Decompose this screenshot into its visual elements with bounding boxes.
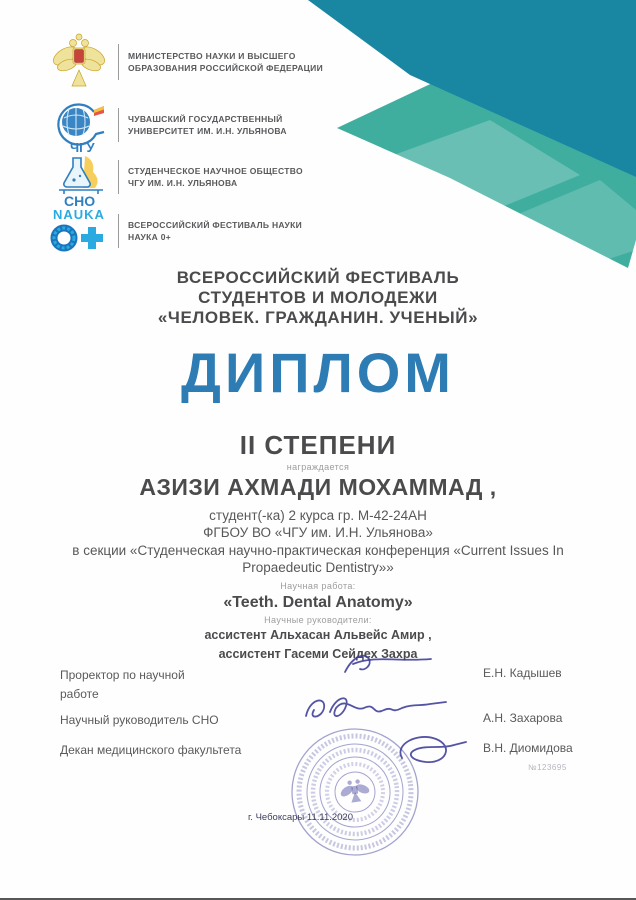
signature-role-1 — [60, 666, 260, 704]
nauka-caption-line1: ВСЕРОССИЙСКИЙ ФЕСТИВАЛЬ НАУКИ — [128, 220, 302, 230]
festival-title-line2: СТУДЕНТОВ И МОЛОДЕЖИ — [198, 288, 438, 307]
chgu-caption-line2: УНИВЕРСИТЕТ ИМ. И.Н. УЛЬЯНОВА — [128, 126, 287, 136]
svg-text:СНО: СНО — [64, 193, 96, 209]
sno-caption-line2: ЧГУ ИМ. И.Н. УЛЬЯНОВА — [128, 178, 238, 188]
supervisor-1: ассистент Альхасан Альвейс Амир , — [204, 628, 432, 642]
ministry-caption-line1: МИНИСТЕРСТВО НАУКИ И ВЫСШЕГО — [128, 51, 296, 61]
student-info — [0, 507, 636, 541]
supervisor-2: ассистент Гасеми Сейдех Захра — [218, 647, 418, 661]
festival-title-line1: ВСЕРОССИЙСКИЙ ФЕСТИВАЛЬ — [176, 268, 460, 287]
chgu-caption — [128, 113, 338, 137]
signature-role-1-line2: работе — [60, 687, 99, 701]
section-info-line1: в секции «Студенческая научно-практическая конференция «Current Issues In — [72, 543, 564, 558]
diploma-title: ДИПЛОМ — [181, 341, 455, 404]
signature-ink-2 — [300, 686, 455, 734]
ministry-caption-line2: ОБРАЗОВАНИЯ РОССИЙСКОЙ ФЕДЕРАЦИИ — [128, 63, 323, 73]
svg-text:ЧГУ: ЧГУ — [70, 140, 95, 155]
divider-line — [118, 160, 119, 194]
divider-line — [118, 44, 119, 80]
degree-label: II СТЕПЕНИ — [239, 430, 397, 460]
sno-caption — [128, 165, 338, 189]
festival-title-line3: «ЧЕЛОВЕК. ГРАЖДАНИН. УЧЕНЫЙ» — [157, 308, 479, 327]
section-info-line2: Propaedeutic Dentistry»» — [242, 560, 394, 575]
signature-ink-1 — [335, 650, 435, 680]
signature-role-1-line1: Проректор по научной — [60, 668, 185, 682]
russia-coat-of-arms-icon — [48, 30, 110, 94]
section-info — [0, 542, 636, 576]
ministry-caption — [128, 50, 338, 74]
svg-text:NAUKA: NAUKA — [53, 207, 105, 222]
student-info-line1: студент(-ка) 2 курса гр. М-42-24АН — [209, 508, 427, 523]
signature-ink-3 — [390, 728, 470, 776]
student-info-line2: ФГБОУ ВО «ЧГУ им. И.Н. Ульянова» — [203, 525, 433, 540]
place-and-date: г. Чебоксары 11.11.2020 — [248, 812, 354, 823]
signature-name-2: А.Н. Захарова — [483, 711, 563, 725]
signature-name-3: В.Н. Диомидова — [483, 741, 573, 755]
work-label: Научная работа: — [280, 581, 356, 591]
divider-line — [118, 108, 119, 142]
awarded-label: награждается — [286, 462, 350, 472]
divider-line — [118, 214, 119, 248]
signature-role-3: Декан медицинского факультета — [60, 743, 242, 757]
chgu-university-logo-icon — [50, 98, 112, 156]
document-number: №123695 — [528, 763, 567, 772]
nauka-caption — [128, 219, 338, 243]
sno-flask-logo-icon — [55, 150, 109, 210]
work-title: «Teeth. Dental Anatomy» — [223, 594, 413, 611]
signature-name-1: Е.Н. Кадышев — [483, 666, 562, 680]
chgu-caption-line1: ЧУВАШСКИЙ ГОСУДАРСТВЕННЫЙ — [128, 114, 283, 124]
recipient-name: АЗИЗИ АХМАДИ МОХАММАД , — [139, 474, 497, 500]
nauka-caption-line2: НАУКА 0+ — [128, 232, 172, 242]
supervisors-label: Научные руководители: — [264, 615, 372, 625]
signature-role-2: Научный руководитель СНО — [60, 713, 219, 727]
festival-title — [0, 268, 636, 328]
nauka-0plus-logo-icon — [44, 206, 116, 258]
sno-caption-line1: СТУДЕНЧЕСКОЕ НАУЧНОЕ ОБЩЕСТВО — [128, 166, 303, 176]
